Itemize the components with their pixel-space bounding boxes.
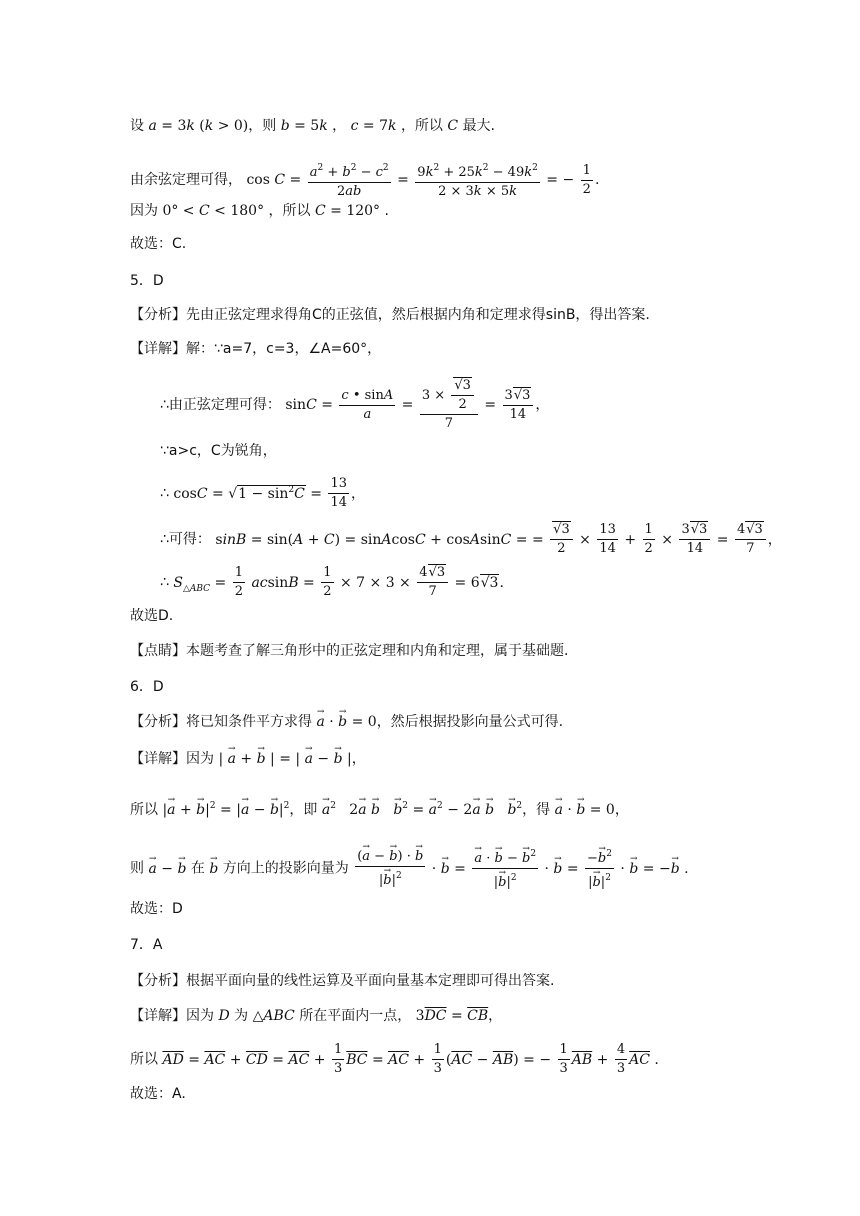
text: 则 — [130, 860, 144, 877]
AD-formula: $\overline{AD} = \overline{AC} + \overline{CD} = \overline{AC}$ + $\frac{1}{3}$ $\overline{BC} = \overline{AC}$ + $\frac{1}{3}$ $(\overline{AC} - \overline{AB})$ = − $\frac{1}{3}$ $\overline{AB}$ + $\frac{4}{3}$ $\overline{AC}$ . — [162, 1042, 659, 1076]
solution-line-area — [160, 565, 820, 600]
text: 在 — [190, 860, 205, 877]
squared-formula: |→ a + → $b|^2$ = |→ a − → $b|^2$ — [162, 802, 289, 818]
expanded-formula: → $a^2$ 2→ a → b → $b^2$ = → $a^2 - 2\to a \to b$ → $b^2$ — [322, 802, 522, 818]
triangle-ABC: △ABC — [252, 1008, 295, 1024]
detail-line-6: 【详解】因为 | → a + → b | = | → a − → b |， — [130, 748, 820, 770]
text: 所在平面内一点， — [299, 1008, 412, 1024]
solution-line-2 — [130, 160, 820, 200]
text: 设 — [130, 118, 144, 134]
projection-formula: $\frac{(\to a - \to b) \cdot \to b}{|\to b|^2}$ · → b = → $\frac{a \cdot \to b - \to b^2}{|\to b|^2}$ · → b = $\frac{-\to b^2}{|\to b|^2}$ · → b = −→ b . — [353, 861, 688, 877]
cos-formula: $\cos C = √1 - \sin^2C$ = $\frac{13}{14}$ ， — [173, 476, 365, 510]
text: ， — [332, 118, 347, 134]
solution-line-6b: 所以 |→ a + → $b|^2$ = |→ a − → $b|^2$，即 → $a^2$ 2→ a → b → $b^2$ = → $a^2 - 2\to a \to b$ → $b^2$，得 → a · → b = 0， — [130, 795, 820, 821]
text: 因为 — [130, 203, 158, 219]
text: ∴ — [160, 485, 169, 502]
text: ，则 — [248, 118, 277, 134]
answer-line: 故选：D — [130, 901, 183, 917]
norm-equal-formula: | → a + → b | = | → a − → b | — [218, 751, 351, 767]
detail-line: ∵a>c，C为锐角， — [160, 443, 277, 459]
sine-formula: sinC = $\frac{c • \sin A}{a}$ = 3 × $\frac{√3}{2}$ 7 = $\frac{3√3}{14}$ ， — [285, 378, 550, 431]
solution-line-1 — [130, 115, 820, 137]
dot-zero-result: → a · → b = 0 — [555, 802, 615, 818]
sinB-formula: sinB = sin(A + C) = sinAcosC + cosAsinC = = $\frac{√3}{2}$ × $\frac{13}{14}$ + $\frac{1}{2}$ × $\frac{3√3}{14}$ = $\frac{4√3}{7}$ ， — [215, 522, 782, 556]
analysis-line: 【分析】先由正弦定理求得角C的正弦值，然后根据内角和定理求得sinB，得出答案. — [130, 307, 650, 323]
question-number-5: 5．D — [130, 273, 164, 289]
cosine-formula: cos C = $\frac{a^2 + b^2 - c^2}{2ab}$ = $\frac{9k^2 + 25k^2 - 49k^2}{2 \times 3k \times 5k}$ = − $\frac{1}{2}$ . — [246, 172, 599, 188]
vector-condition: $3\overline{DC} = \overline{CB}$ — [415, 1008, 489, 1024]
text: ，所以 — [268, 203, 311, 219]
solution-line-3: 因为 0° < C < 180° ，所以 C = 120° . — [130, 203, 389, 219]
answer-line: 故选：A. — [130, 1086, 186, 1102]
formula-C-value: C = 120° — [314, 203, 381, 219]
text: 【分析】将已知条件平方求得 — [130, 714, 312, 730]
text: ∴可得： — [160, 531, 211, 548]
text: 由余弦定理可得， — [130, 172, 242, 188]
text: ，得 — [522, 802, 551, 818]
answer-line: 故选D. — [130, 608, 174, 624]
text: 方向上的投影向量为 — [222, 860, 349, 877]
analysis-line: 【分析】根据平面向量的线性运算及平面向量基本定理即可得出答案. — [130, 973, 555, 989]
text: 为 — [234, 1008, 249, 1024]
formula-c: c = 7k — [350, 118, 397, 134]
vector-b: → b — [209, 861, 218, 877]
solution-line-sinB — [160, 522, 820, 557]
analysis-line-6 — [130, 711, 820, 733]
question-number-6: 6．D — [130, 679, 164, 695]
text: ∴由正弦定理可得： — [160, 397, 281, 413]
solution-line-sine — [160, 378, 820, 432]
question-number-7: 7．A — [130, 937, 163, 953]
comment-line: 【点睛】本题考查了解三角形中的正弦定理和内角和定理，属于基础题. — [130, 643, 569, 659]
solution-line-cos — [160, 476, 820, 511]
solution-line-projection — [130, 846, 820, 891]
text: ，然后根据投影向量公式可得. — [376, 714, 564, 730]
detail-line: 【详解】解：∵a=7，c=3，∠A=60°， — [130, 341, 382, 357]
text: 所以 — [130, 1051, 158, 1068]
text: 【详解】因为 — [130, 1008, 214, 1024]
text: ，即 — [289, 802, 318, 818]
formula-a: a = 3k (k > 0) — [148, 118, 249, 134]
text: 所以 — [130, 802, 158, 818]
text: 【详解】因为 — [130, 751, 214, 767]
text: ∴ — [160, 574, 169, 591]
detail-line-7: 【详解】因为 D 为 △ABC 所在平面内一点， $3\overline{DC} = \overline{CB}$， — [130, 1008, 503, 1024]
formula-C: C — [447, 118, 459, 134]
text: ，所以 — [400, 118, 443, 134]
vector-diff: → a − → b — [148, 861, 186, 877]
point-D: D — [218, 1008, 230, 1024]
answer-line: 故选：C. — [130, 236, 187, 252]
formula-b: b = 5k — [280, 118, 328, 134]
dot-zero-formula: → a · → b = 0 — [316, 714, 376, 730]
area-formula: $S_{\triangle ABC}$ = $\frac{1}{2}$ acsinB = $\frac{1}{2}$ × 7 × 3 × $\frac{4√3}{7}$ = 6√3. — [173, 565, 504, 599]
text: 最大. — [462, 118, 496, 134]
formula-range: 0° < C < 180° — [162, 203, 265, 219]
solution-line-AD — [130, 1042, 820, 1077]
